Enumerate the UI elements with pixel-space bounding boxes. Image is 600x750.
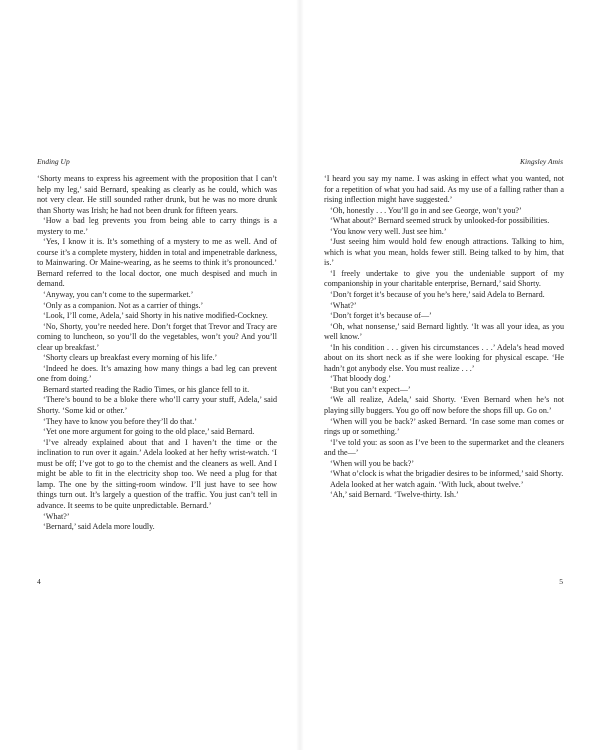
paragraph: ‘Ah,’ said Bernard. ‘Twelve-thirty. Ish.’ <box>330 490 459 500</box>
paragraph: ‘Don’t forget it’s because of you he’s here,’ said Adela to Bernard. <box>330 290 545 300</box>
paragraph: Bernard started reading the Radio Times, or his glance fell to it. <box>43 384 250 394</box>
paragraph: ‘How a bad leg prevents you from being able to carry things is a mystery to me.’ <box>37 216 277 236</box>
paragraph: ‘When will you be back?’ asked Bernard. ‘In case some man comes or rings up or something.’ <box>324 416 564 437</box>
paragraph: ‘Shorty clears up breakfast every morning of his life.’ <box>43 353 218 363</box>
paragraph: ‘We all realize, Adela,’ said Shorty. ‘Even Bernard when he’s not playing silly buggers. You go off now before the shops fill up. Go on.’ <box>324 395 564 416</box>
paragraph: ‘Anyway, you can’t come to the supermarket.’ <box>43 290 194 300</box>
paragraph: ‘No, Shorty, you’re needed here. Don’t forget that Trevor and Tracy are coming to luncheon, so you’ll do the vegetables, won’t you? And you’ll clear up breakfast.’ <box>37 321 277 352</box>
paragraph: ‘Don’t forget it’s because of—’ <box>330 311 432 321</box>
paragraph: ‘Look, I’ll come, Adela,’ said Shorty in his native modified-Cockney. <box>43 311 268 321</box>
paragraph: ‘You know very well. Just see him.’ <box>330 226 447 236</box>
paragraph: ‘I’ve already explained about that and I haven’t the time or the inclination to run over it again.’ Adela looked at her hefty wrist-watch. ‘I must be off; I’ve got to go to the chemist and the cleaners as well. And I might be able to fit in the electricity shop too. We need a plug for that lamp. The one by the sitting-room window. I’ll just have to see how things turn out. It’s largely a question of the traffic. You just can’t tell in advance. It seems to be quite unpredictable. Bernard.’ <box>37 437 277 510</box>
paragraph: ‘What about?’ Bernard seemed struck by unlooked-for possibilities. <box>330 216 550 226</box>
paragraph: ‘Yes, I know it is. It’s something of a mystery to me as well. And of course it’s a complete mystery, hidden in total and impenetrable darkness, to Mainwaring. Or Maine-wearing, as he seems to think it’s pronounced.’ Bernard referred to the local doctor, one much despised and much in demand. <box>37 237 277 289</box>
paragraph: ‘Just seeing him would hold few enough attractions. Talking to him, which is what you mean, holds fewer still. Being talked to by him, that is.’ <box>324 237 564 268</box>
paragraph: ‘Yet one more argument for going to the old place,’ said Bernard. <box>43 427 255 437</box>
paragraph: ‘When will you be back?’ <box>330 458 415 468</box>
paragraph: ‘Oh, honestly . . . You’ll go in and see George, won’t you?’ <box>330 205 522 215</box>
paragraph: ‘Only as a companion. Not as a carrier of things.’ <box>43 300 204 310</box>
paragraph: ‘Bernard,’ said Adela more loudly. <box>43 522 155 532</box>
page-number-left: 4 <box>37 577 41 586</box>
paragraph: ‘I’ve told you: as soon as I’ve been to the supermarket and the cleaners and the—’ <box>324 437 564 458</box>
paragraph: ‘What o’clock is what the brigadier desires to be informed,’ said Shorty. <box>330 469 564 479</box>
running-head-right: Kingsley Amis <box>520 157 563 166</box>
paragraph: Adela looked at her watch again. ‘With luck, about twelve.’ <box>330 479 524 489</box>
right-page-body <box>324 174 564 501</box>
running-head-left: Ending Up <box>37 157 70 166</box>
paragraph: ‘Shorty means to express his agreement with the proposition that I can’t help my leg,’ said Bernard, speaking as clearly as he could, which was not very clear. He still sounded rather drunk, but he was no more drunk than Shorty was Irish; he had not been drunk for fifteen years. <box>37 174 277 215</box>
left-page-body <box>37 174 277 533</box>
paragraph: ‘They have to know you before they’ll do that.’ <box>43 416 197 426</box>
paragraph: ‘That bloody dog.’ <box>330 374 391 384</box>
paragraph: ‘I freely undertake to give you the undeniable support of my companionship in your charitable enterprise, Bernard,’ said Shorty. <box>324 268 564 289</box>
paragraph: ‘Indeed he does. It’s amazing how many things a bad leg can prevent one from doing.’ <box>37 363 277 384</box>
paragraph: ‘I heard you say my name. I was asking in effect what you wanted, not for a repetition of what you had said. As my use of a falling rather than a rising inflection might have suggested.’ <box>324 174 564 205</box>
page-number-right: 5 <box>559 577 563 586</box>
paragraph: ‘Oh, what nonsense,’ said Bernard lightly. ‘It was all your idea, as you well know.’ <box>324 321 564 342</box>
paragraph: ‘There’s bound to be a bloke there who’ll carry your stuff, Adela,’ said Shorty. ‘Some kid or other.’ <box>37 395 277 416</box>
paragraph: ‘What?’ <box>43 511 70 521</box>
paragraph: ‘What?’ <box>330 300 357 310</box>
paragraph: ‘In his condition . . . given his circumstances . . .’ Adela’s head moved about on its short neck as if she were looking for physical escape. ‘He hadn’t got anybody else. You must realize . . .’ <box>324 342 564 373</box>
right-page <box>300 0 600 750</box>
paragraph: ‘But you can’t expect—’ <box>330 384 411 394</box>
